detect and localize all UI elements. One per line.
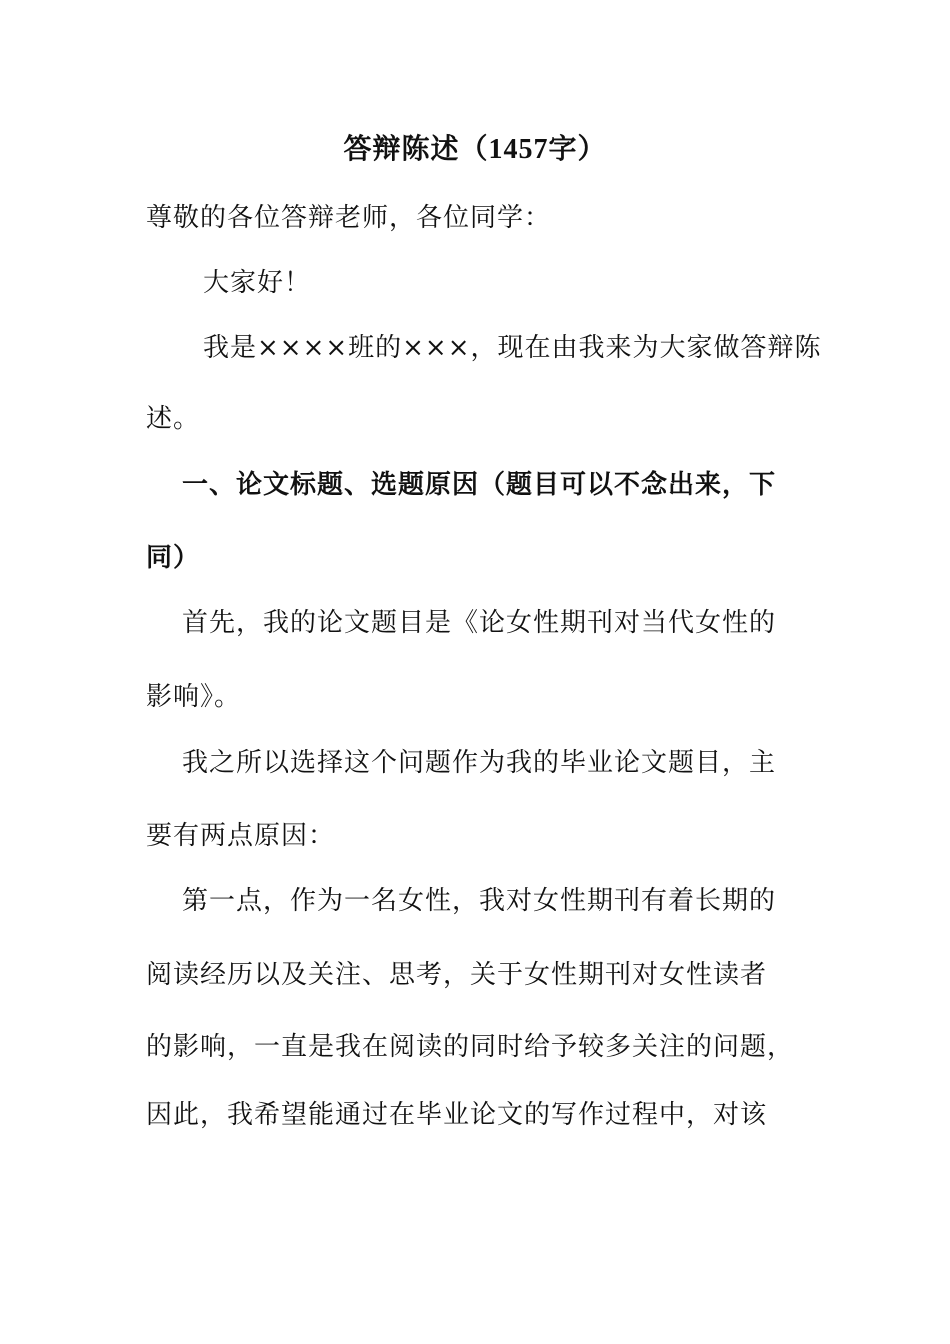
section-heading-line-1: 一、论文标题、选题原因（题目可以不念出来，下 [182, 470, 777, 500]
paragraph-1-line-1: 首先，我的论文题目是《论女性期刊对当代女性的 [182, 608, 777, 638]
greeting-line: 大家好！ [203, 268, 312, 298]
paragraph-3-line-3: 的影响，一直是我在阅读的同时给予较多关注的问题， [146, 1032, 795, 1062]
paragraph-1-line-2: 影响》。 [146, 682, 242, 712]
paragraph-2-line-1: 我之所以选择这个问题作为我的毕业论文题目，主 [182, 748, 777, 778]
intro-line-1: 我是××××班的×××，现在由我来为大家做答辩陈 [203, 333, 822, 363]
section-heading-line-2: 同） [146, 543, 201, 573]
paragraph-3-line-1: 第一点，作为一名女性，我对女性期刊有着长期的 [182, 886, 777, 916]
salutation-line: 尊敬的各位答辩老师，各位同学： [146, 203, 552, 233]
intro-line-2: 述。 [146, 404, 201, 434]
paragraph-3-line-2: 阅读经历以及关注、思考，关于女性期刊对女性读者 [146, 960, 768, 990]
document-title: 答辩陈述（1457字） [343, 134, 607, 165]
paragraph-2-line-2: 要有两点原因： [146, 821, 336, 851]
paragraph-3-line-4: 因此，我希望能通过在毕业论文的写作过程中，对该 [146, 1100, 768, 1130]
